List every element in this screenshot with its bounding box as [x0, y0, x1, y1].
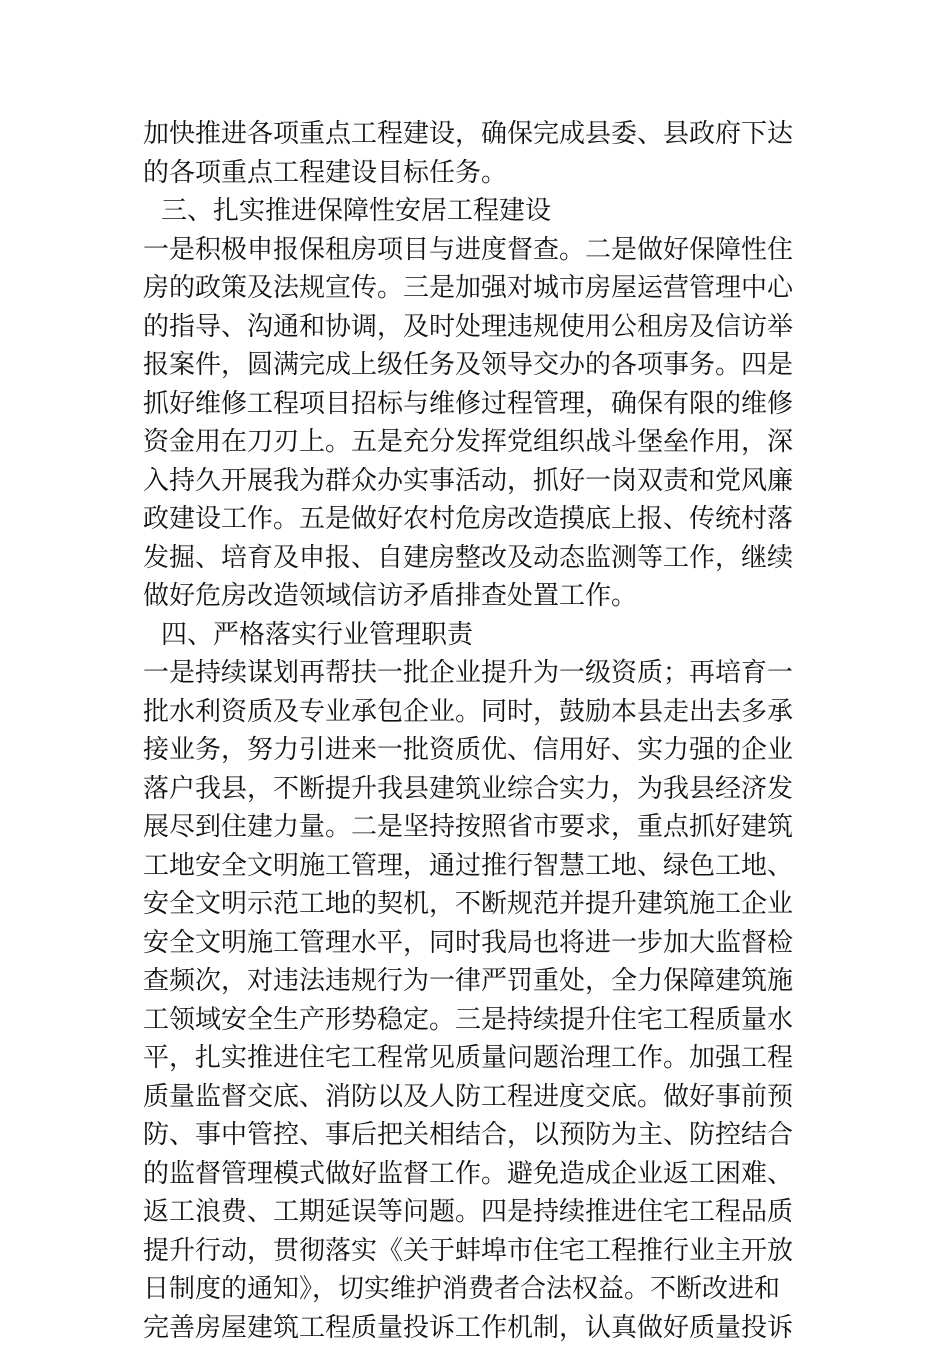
body-line: 的各项重点工程建设目标任务。 [143, 154, 813, 193]
body-line: 展尽到住建力量。二是坚持按照省市要求，重点抓好建筑 [143, 808, 813, 847]
body-line: 接业务，努力引进来一批资质优、信用好、实力强的企业 [143, 731, 813, 770]
body-line: 日制度的通知》，切实维护消费者合法权益。不断改进和 [143, 1270, 813, 1309]
body-line: 提升行动，贯彻落实《关于蚌埠市住宅工程推行业主开放 [143, 1232, 813, 1271]
body-line: 政建设工作。五是做好农村危房改造摸底上报、传统村落 [143, 500, 813, 539]
body-line: 平，扎实推进住宅工程常见质量问题治理工作。加强工程 [143, 1039, 813, 1078]
body-line: 完善房屋建筑工程质量投诉工作机制，认真做好质量投诉 [143, 1309, 813, 1347]
body-line: 一是持续谋划再帮扶一批企业提升为一级资质；再培育一 [143, 654, 813, 693]
body-line: 质量监督交底、消防以及人防工程进度交底。做好事前预 [143, 1078, 813, 1117]
body-line: 入持久开展我为群众办实事活动，抓好一岗双责和党风廉 [143, 462, 813, 501]
body-line: 落户我县，不断提升我县建筑业综合实力，为我县经济发 [143, 770, 813, 809]
body-line: 批水利资质及专业承包企业。同时，鼓励本县走出去多承 [143, 693, 813, 732]
body-line: 报案件，圆满完成上级任务及领导交办的各项事务。四是 [143, 346, 813, 385]
body-line: 资金用在刀刃上。五是充分发挥党组织战斗堡垒作用，深 [143, 423, 813, 462]
body-line: 抓好维修工程项目招标与维修过程管理，确保有限的维修 [143, 385, 813, 424]
document-body [143, 115, 813, 1347]
body-line: 查频次，对违法违规行为一律严罚重处，全力保障建筑施 [143, 962, 813, 1001]
body-line: 安全文明施工管理水平，同时我局也将进一步加大监督检 [143, 924, 813, 963]
body-line: 工地安全文明施工管理，通过推行智慧工地、绿色工地、 [143, 847, 813, 886]
body-line: 工领域安全生产形势稳定。三是持续提升住宅工程质量水 [143, 1001, 813, 1040]
body-line: 发掘、培育及申报、自建房整改及动态监测等工作，继续 [143, 539, 813, 578]
body-line: 的指导、沟通和协调，及时处理违规使用公租房及信访举 [143, 308, 813, 347]
body-line: 房的政策及法规宣传。三是加强对城市房屋运营管理中心 [143, 269, 813, 308]
body-line: 安全文明示范工地的契机，不断规范并提升建筑施工企业 [143, 885, 813, 924]
body-line: 的监督管理模式做好监督工作。避免造成企业返工困难、 [143, 1155, 813, 1194]
section-heading-3: 三、扎实推进保障性安居工程建设 [143, 192, 813, 231]
section-heading-4: 四、严格落实行业管理职责 [143, 616, 813, 655]
body-line: 做好危房改造领域信访矛盾排查处置工作。 [143, 577, 813, 616]
body-line: 一是积极申报保租房项目与进度督查。二是做好保障性住 [143, 231, 813, 270]
body-line: 防、事中管控、事后把关相结合，以预防为主、防控结合 [143, 1116, 813, 1155]
body-line: 返工浪费、工期延误等问题。四是持续推进住宅工程品质 [143, 1193, 813, 1232]
body-line: 加快推进各项重点工程建设，确保完成县委、县政府下达 [143, 115, 813, 154]
